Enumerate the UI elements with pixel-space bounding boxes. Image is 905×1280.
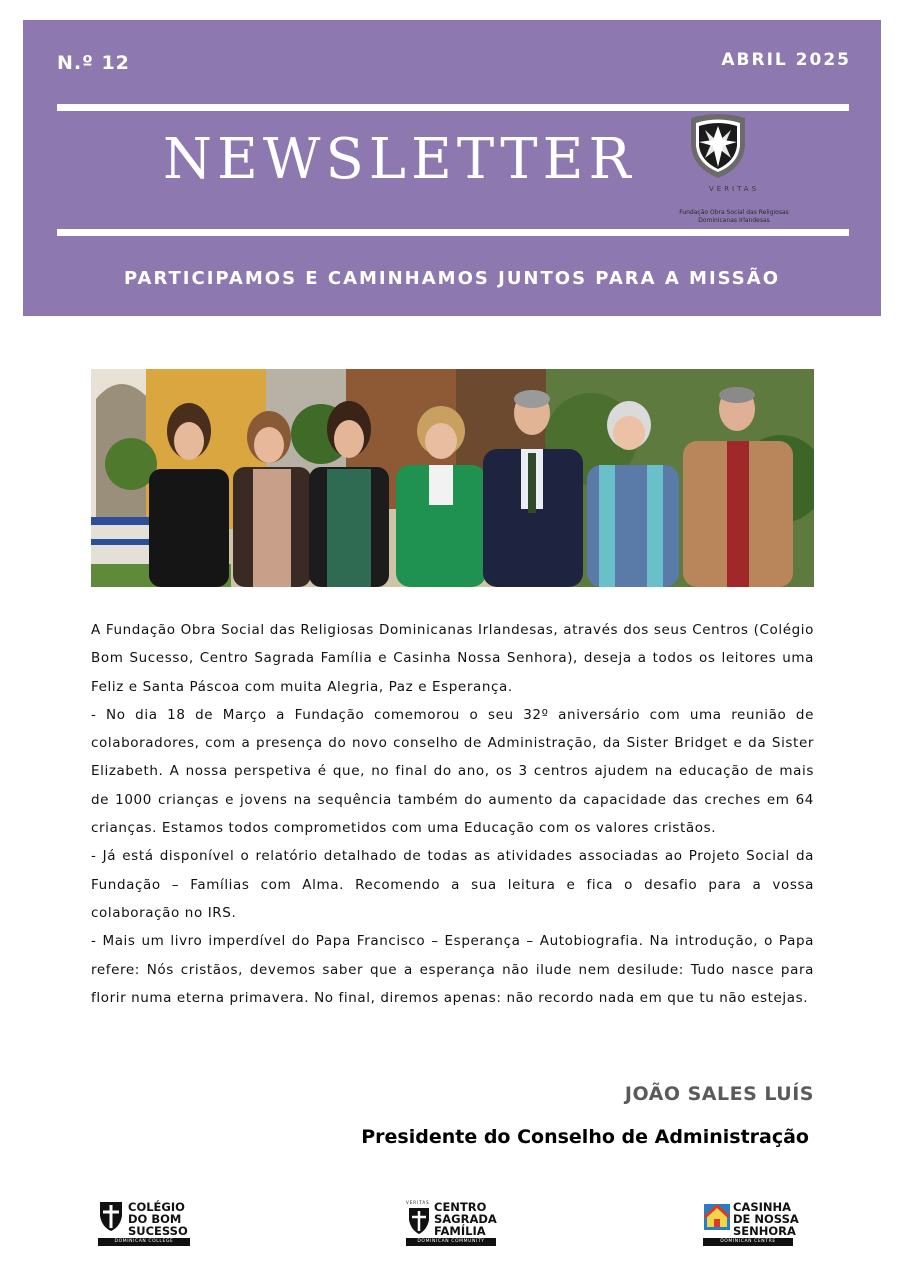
article-body [91,616,814,1012]
shield-cross-icon [685,112,751,180]
article-paragraph: - Já está disponível o relatório detalhado de todas as atividades associadas ao Projeto Social da Fundação – Famílias com Alma. Recomendo a sua leitura e fica o desafio para a vossa colaboração no IRS. [91,848,814,921]
divider-bottom [57,229,849,236]
newsletter-title: NEWSLETTER [163,127,636,192]
footer-logo-tag: DOMINICAN COLLEGE [98,1238,190,1246]
footer-logo-small-motto: VERITAS [406,1200,430,1205]
issue-number: N.º 12 [57,52,130,74]
shield-icon [407,1206,431,1236]
footer-logo-name: CENTRO SAGRADA FAMÍLIA [434,1200,497,1238]
divider-top [57,104,849,111]
footer-logo-colegio [98,1200,190,1250]
group-photo-image [91,369,814,587]
footer-logo-name: CASINHA DE NOSSA SENHORA [733,1200,799,1238]
article-paragraph: A Fundação Obra Social das Religiosas Dominicanas Irlandesas, através dos seus Centros (Colégio Bom Sucesso, Centro Sagrada Família e Casinha Nossa Senhora), deseja a todos os leitores uma Feliz e Santa Páscoa com muita Alegria, Paz e Esperança. [91,622,814,695]
article-paragraph: - Mais um livro imperdível do Papa Francisco – Esperança – Autobiografia. Na introdução, o Papa refere: Nós cristãos, devemos saber que a esperança não ilude nem desilude: Tudo nasce para florir numa eterna primavera. No final, diremos apenas: não recordo nada em que tu não estejas. [91,933,814,1006]
logo-motto: VERITAS [708,185,760,193]
shield-icon [98,1200,124,1232]
signature-role: Presidente do Conselho de Administração [361,1126,809,1148]
footer-logo-casinha [703,1200,799,1250]
signature-name: JOÃO SALES LUÍS [624,1083,814,1105]
foundation-logo [659,112,809,224]
footer-logo-centro [406,1200,496,1250]
banner-subtitle: PARTICIPAMOS E CAMINHAMOS JUNTOS PARA A MISSÃO [123,268,780,289]
footer-logo-tag: DOMINICAN CENTRE [703,1238,793,1246]
article-paragraph: - No dia 18 de Março a Fundação comemorou o seu 32º aniversário com uma reunião de colaboradores, com a presença do novo conselho de Administração, da Sister Bridget e da Sister Elizabeth. A nossa perspetiva é que, no final do ano, os 3 centros ajudem na educação de mais de 1000 crianças e jovens na sequência também do aumento da capacidade das creches em 64 crianças. Estamos todos comprometidos com uma Educação com os valores cristãos. [91,706,814,837]
footer-logo-tag: DOMINICAN COMMUNITY [406,1238,496,1246]
logo-org-name: Fundação Obra Social das Religiosas Dominicanas Irlandesas [679,209,789,224]
issue-date: ABRIL 2025 [721,50,851,70]
header-banner [23,20,881,316]
footer-logo-name: COLÉGIO DO BOM SUCESSO [128,1200,188,1238]
group-photo [91,369,814,587]
house-icon [703,1200,731,1232]
